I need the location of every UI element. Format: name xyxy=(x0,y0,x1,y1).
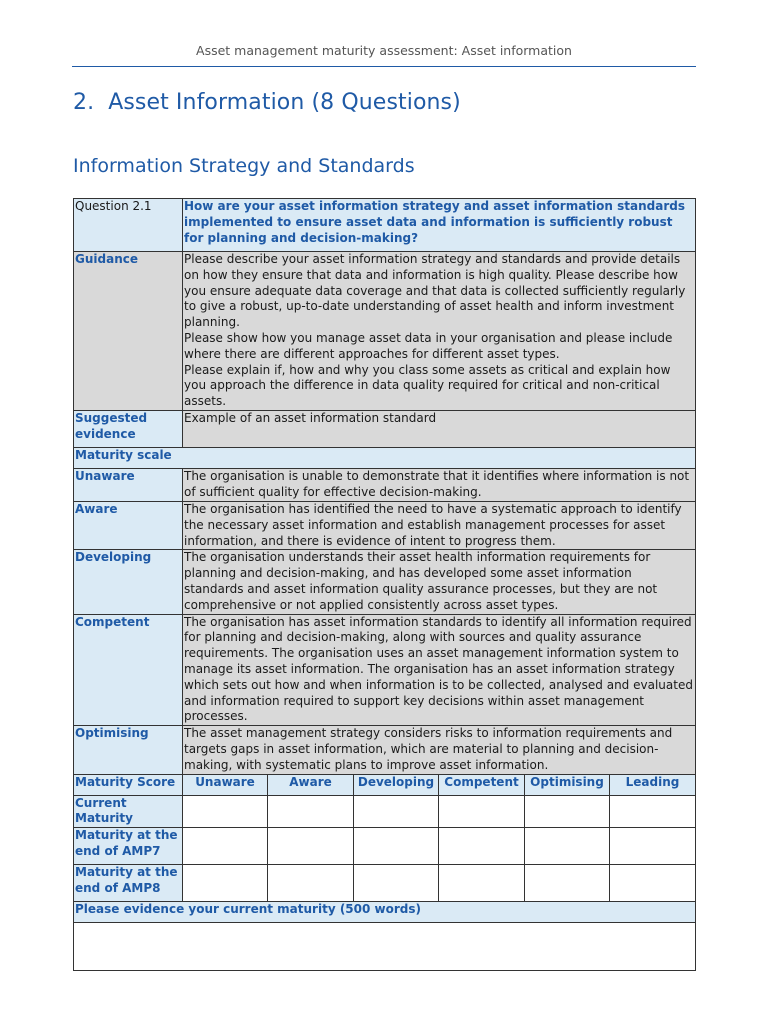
level-name-cell xyxy=(74,550,183,614)
level-name: Unaware xyxy=(75,468,135,483)
score-cell[interactable] xyxy=(525,828,610,865)
score-header-row xyxy=(74,774,696,795)
level-text-cell xyxy=(183,468,696,501)
score-cell[interactable] xyxy=(439,828,525,865)
question-text-cell xyxy=(183,199,696,252)
level-name-cell xyxy=(74,468,183,501)
score-cell[interactable] xyxy=(610,795,696,828)
score-row-label: Maturity at the end of AMP7 xyxy=(75,828,178,858)
evidence-answer-box[interactable] xyxy=(74,923,696,971)
level-name: Developing xyxy=(75,550,152,565)
score-row-amp8 xyxy=(74,865,696,902)
section-title-text: Asset Information (8 Questions) xyxy=(108,90,461,115)
guidance-paragraph: Please show how you manage asset data in your organisation and please include where there are different approaches for different asset types. xyxy=(184,330,673,361)
score-cell[interactable] xyxy=(439,865,525,902)
score-label: Maturity Score xyxy=(75,774,176,789)
score-cell[interactable] xyxy=(268,865,354,902)
level-text-cell xyxy=(183,501,696,549)
score-cell[interactable] xyxy=(268,795,354,828)
level-name-cell xyxy=(74,726,183,774)
question-text: How are your asset information strategy and asset information standards implemented to ensure asset data and information is sufficiently robust for planning and decision-making? xyxy=(184,199,685,245)
score-cell[interactable] xyxy=(610,865,696,902)
level-name: Competent xyxy=(75,614,150,629)
score-cell[interactable] xyxy=(268,828,354,865)
question-row xyxy=(74,199,696,252)
score-row-label-cell xyxy=(74,795,183,828)
score-cell[interactable] xyxy=(610,828,696,865)
guidance-paragraph: Please explain if, how and why you class some assets as critical and explain how you approach the difference in data quality required for critical and non-critical assets. xyxy=(184,362,671,409)
score-column-header: Developing xyxy=(354,774,439,795)
evidence-text-cell xyxy=(183,410,696,447)
level-row-optimising xyxy=(74,726,696,774)
score-column-header: Aware xyxy=(268,774,354,795)
level-text: The organisation has identified the need to have a systematic approach to identify the necessary asset information and establish management processes for asset information, and there is evidence of intent to progress them. xyxy=(184,501,682,548)
level-name: Aware xyxy=(75,501,118,516)
guidance-row xyxy=(74,252,696,411)
score-column-header: Leading xyxy=(610,774,696,795)
evidence-answer-row xyxy=(74,923,696,971)
level-row-unaware xyxy=(74,468,696,501)
evidence-label: Suggested evidence xyxy=(75,410,148,441)
score-column-header: Optimising xyxy=(525,774,610,795)
level-row-developing xyxy=(74,550,696,614)
guidance-label-cell xyxy=(74,252,183,411)
level-name-cell xyxy=(74,614,183,726)
guidance-text-cell xyxy=(183,252,696,411)
question-label-cell xyxy=(74,199,183,252)
level-row-aware xyxy=(74,501,696,549)
level-text-cell xyxy=(183,726,696,774)
score-column-header: Unaware xyxy=(183,774,268,795)
score-label-cell xyxy=(74,774,183,795)
level-text-cell xyxy=(183,550,696,614)
score-cell[interactable] xyxy=(354,865,439,902)
level-name: Optimising xyxy=(75,726,149,741)
evidence-prompt-cell xyxy=(74,902,696,923)
evidence-prompt-row xyxy=(74,902,696,923)
score-cell[interactable] xyxy=(525,865,610,902)
section-number: 2. xyxy=(73,90,95,115)
score-row-label-cell xyxy=(74,828,183,865)
evidence-label-cell xyxy=(74,410,183,447)
level-text-cell xyxy=(183,614,696,726)
assessment-table xyxy=(73,198,696,971)
subsection-title: Information Strategy and Standards xyxy=(73,155,415,177)
score-row-current xyxy=(74,795,696,828)
level-row-competent xyxy=(74,614,696,726)
score-cell[interactable] xyxy=(183,828,268,865)
score-cell[interactable] xyxy=(183,865,268,902)
score-row-label: Maturity at the end of AMP8 xyxy=(75,865,178,895)
score-row-label-cell xyxy=(74,865,183,902)
guidance-paragraph: Please describe your asset information strategy and standards and provide details on how they ensure that data and information is high quality. Please describe how you ensure adequate data coverage and that data is collected sufficiently regularly to give a robust, up-to-date understanding of asset health and inform investment planning. xyxy=(184,252,686,330)
running-header: Asset management maturity assessment: Asset information xyxy=(196,43,572,58)
guidance-label: Guidance xyxy=(75,252,138,266)
question-label: Question 2.1 xyxy=(75,199,152,213)
score-cell[interactable] xyxy=(354,828,439,865)
maturity-scale-cell xyxy=(74,447,696,468)
maturity-scale-row xyxy=(74,447,696,468)
level-text: The asset management strategy considers risks to information requirements and targets gaps in asset information, which are material to planning and decision-making, with systematic plans to improve asset information. xyxy=(184,726,673,772)
level-text: The organisation has asset information standards to identify all information required for planning and decision-making, along with sources and quality assurance requirements. The organisation uses an asset management information system to manage its asset information. The organisation has an asset information strategy which sets out how and when information is to be collected, analysed and evaluated and information required to support key decisions within asset management processes. xyxy=(184,614,693,724)
score-row-amp7 xyxy=(74,828,696,865)
evidence-row xyxy=(74,410,696,447)
score-cell[interactable] xyxy=(439,795,525,828)
score-cell[interactable] xyxy=(525,795,610,828)
score-row-label: Current Maturity xyxy=(75,795,133,826)
evidence-prompt: Please evidence your current maturity (500 words) xyxy=(75,902,421,917)
level-name-cell xyxy=(74,501,183,549)
score-cell[interactable] xyxy=(183,795,268,828)
header-rule xyxy=(72,66,696,67)
section-title xyxy=(73,90,461,115)
score-cell[interactable] xyxy=(354,795,439,828)
level-text: The organisation is unable to demonstrate that it identifies where information is not of sufficient quality for effective decision-making. xyxy=(184,468,690,499)
level-text: The organisation understands their asset health information requirements for planning and decision-making, and has developed some asset information standards and asset information quality assurance processes, but they are not comprehensive or not applied consistently across asset types. xyxy=(184,550,658,612)
evidence-text: Example of an asset information standard xyxy=(184,410,437,425)
maturity-scale-label: Maturity scale xyxy=(75,447,172,462)
score-column-header: Competent xyxy=(439,774,525,795)
